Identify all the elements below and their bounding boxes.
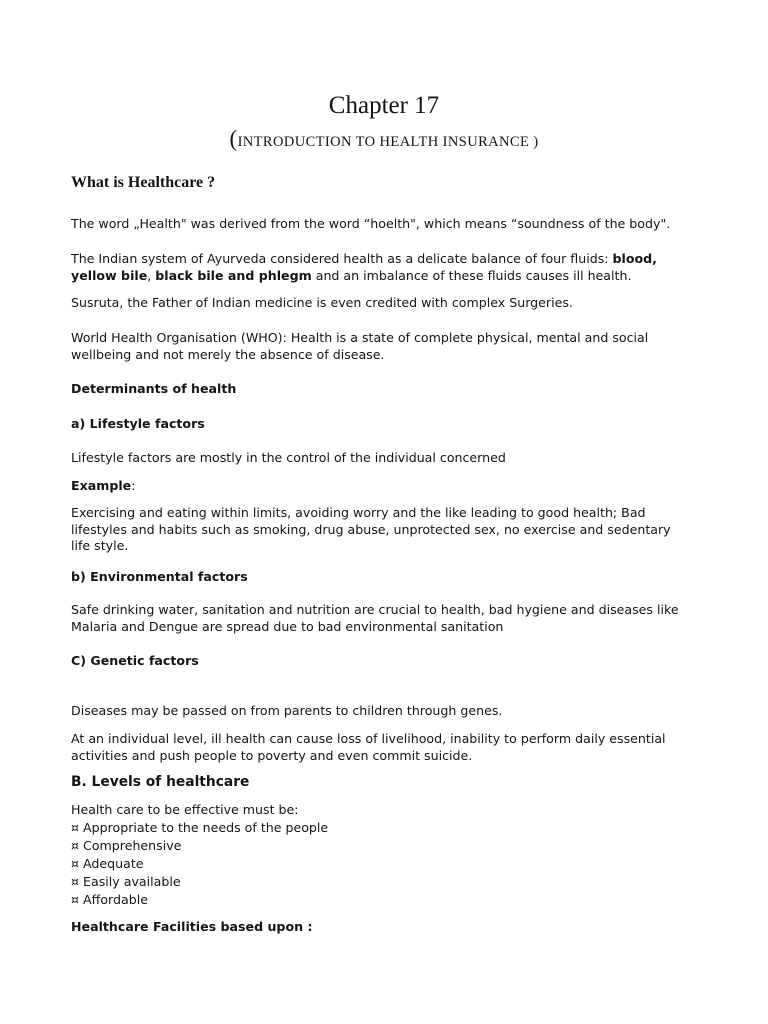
bullet-marker: ¤ (71, 820, 80, 835)
paragraph-lifestyle-text: Lifestyle factors are mostly in the control of the individual concerned (71, 450, 506, 465)
list-item (71, 873, 328, 891)
bullet-marker: ¤ (71, 874, 80, 889)
paragraph-susruta: Susruta, the Father of Indian medicine is even credited with complex Surgeries. (71, 295, 573, 310)
heading-levels-of-healthcare: B. Levels of healthcare (71, 774, 250, 790)
subtitle-text: INTRODUCTION TO HEALTH INSURANCE ) (237, 134, 539, 150)
subtitle-open-paren: ( (229, 126, 238, 151)
ayurveda-text-before: The Indian system of Ayurveda considered health as a delicate balance of four fluids: (71, 251, 613, 266)
list-item-text: Affordable (83, 892, 148, 907)
list-item-text: Easily available (83, 874, 181, 889)
heading-healthcare-facilities: Healthcare Facilities based upon : (71, 919, 313, 934)
ayurveda-bold-fluids-2: black bile and phlegm (155, 267, 312, 283)
example-label: Example (71, 478, 132, 493)
heading-what-is-healthcare: What is Healthcare ? (71, 174, 216, 191)
heading-genetic-factors: C) Genetic factors (71, 653, 199, 668)
bullet-marker: ¤ (71, 838, 80, 853)
ayurveda-separator: , (147, 267, 156, 283)
heading-lifestyle-factors: a) Lifestyle factors (71, 416, 205, 431)
effective-healthcare-list (71, 819, 328, 909)
list-item (71, 891, 328, 909)
ayurveda-text-after: and an imbalance of these fluids causes ill health. (311, 267, 632, 283)
paragraph-ayurveda (71, 251, 671, 284)
list-item (71, 837, 328, 855)
bullet-marker: ¤ (71, 892, 80, 907)
paragraph-example-text: Exercising and eating within limits, avoiding worry and the like leading to good health; Bad lifestyles and habits such as smoking, drug abuse, unprotected sex, no exercise and sedentary life style. (71, 505, 671, 553)
list-item (71, 819, 328, 837)
example-colon: : (131, 478, 136, 493)
paragraph-who-definition: World Health Organisation (WHO): Health is a state of complete physical, mental and social wellbeing and not merely the absence of disease. (71, 330, 649, 362)
list-item (71, 855, 328, 873)
paragraph-individual-level: At an individual level, ill health can cause loss of livelihood, inability to perform daily essential activities and push people to poverty and even commit suicide. (71, 731, 666, 763)
paragraph-health-word: The word „Health" was derived from the word “hoelth", which means “soundness of the body". (71, 216, 671, 231)
paragraph-environmental-text: Safe drinking water, sanitation and nutrition are crucial to health, bad hygiene and diseases like Malaria and Dengue are spread due to bad environmental sanitation (71, 602, 679, 634)
example-label-line (71, 478, 691, 495)
ayurveda-bold-fluids-1: blood, yellow bile (71, 251, 657, 283)
heading-determinants-of-health: Determinants of health (71, 381, 237, 396)
paragraph-levels-intro: Health care to be effective must be: (71, 802, 299, 817)
list-item-text: Appropriate to the needs of the people (83, 820, 329, 835)
chapter-subtitle (0, 124, 768, 157)
bullet-marker: ¤ (71, 856, 80, 871)
list-item-text: Adequate (83, 856, 144, 871)
list-item-text: Comprehensive (83, 838, 182, 853)
paragraph-genetic-text: Diseases may be passed on from parents to children through genes. (71, 703, 503, 718)
chapter-title: Chapter 17 (328, 92, 440, 119)
heading-environmental-factors: b) Environmental factors (71, 569, 248, 584)
